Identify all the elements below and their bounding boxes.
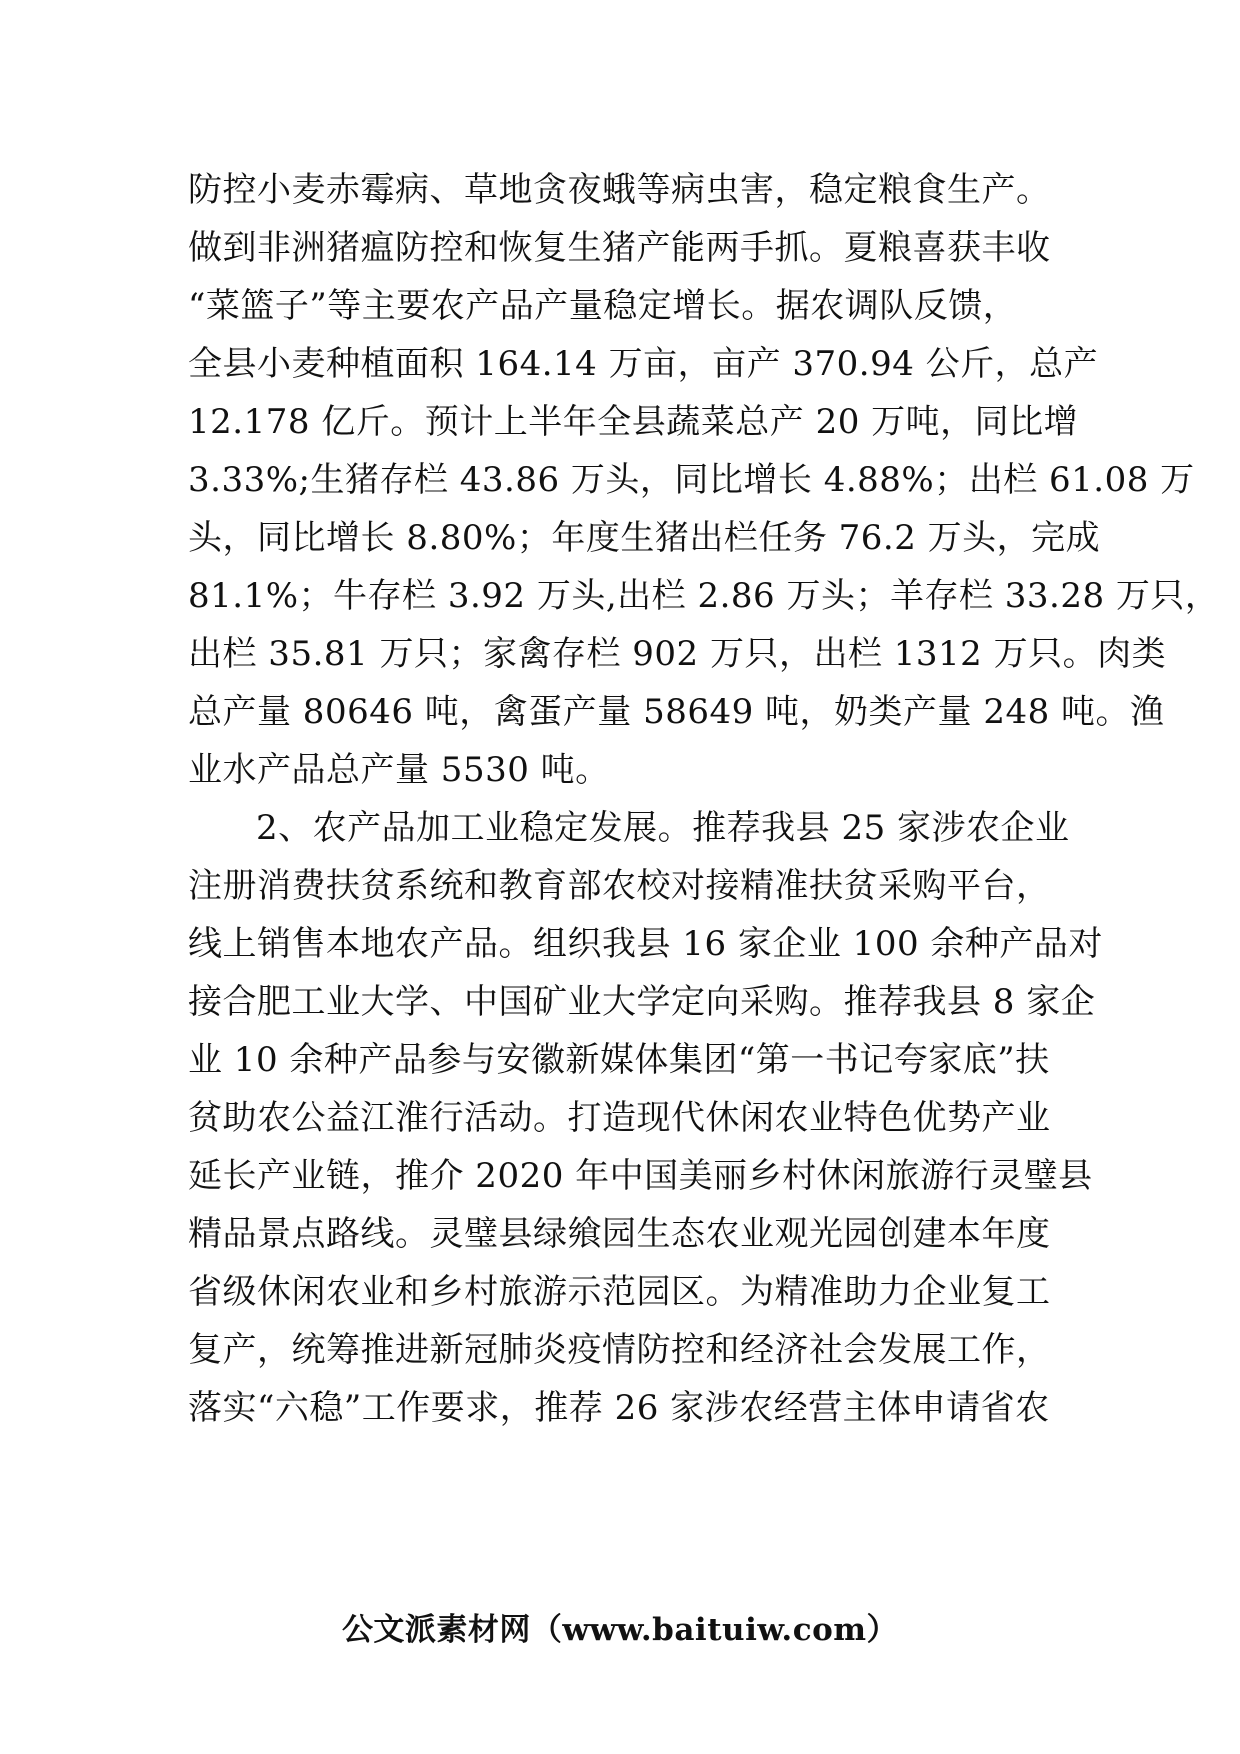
paragraph-line: 出栏 35.81 万只；家禽存栏 902 万只，出栏 1312 万只。肉类	[188, 634, 1167, 674]
paragraph-line: 做到非洲猪瘟防控和恢复生猪产能两手抓。夏粮喜获丰收	[188, 228, 1051, 268]
footer-watermark: 公文派素材网（www.baituiw.com）	[341, 1612, 899, 1648]
paragraph-line: 81.1%；牛存栏 3.92 万头,出栏 2.86 万头；羊存栏 33.28 万只，	[188, 576, 1220, 616]
paragraph-line: 复产，统筹推进新冠肺炎疫情防控和经济社会发展工作，	[188, 1330, 1051, 1370]
paragraph-line: 业 10 余种产品参与安徽新媒体集团“第一书记夸家底”扶	[188, 1040, 1050, 1080]
paragraph-line: 头，同比增长 8.80%；年度生猪出栏任务 76.2 万头，完成	[188, 518, 1101, 558]
paragraph-line: 线上销售本地农产品。组织我县 16 家企业 100 余种产品对	[188, 924, 1103, 964]
paragraph-line: 12.178 亿斤。预计上半年全县蔬菜总产 20 万吨，同比增	[188, 402, 1079, 442]
paragraph-line: 贫助农公益江淮行活动。打造现代休闲农业特色优势产业	[188, 1098, 1051, 1138]
paragraph-line: 落实“六稳”工作要求，推荐 26 家涉农经营主体申请省农	[188, 1388, 1050, 1428]
paragraph-line: 全县小麦种植面积 164.14 万亩，亩产 370.94 公斤，总产	[188, 344, 1099, 384]
paragraph-line: 注册消费扶贫系统和教育部农校对接精准扶贫采购平台，	[188, 866, 1051, 906]
paragraph-line: 防控小麦赤霉病、草地贪夜蛾等病虫害，稳定粮食生产。	[188, 170, 1051, 210]
paragraph-line: 业水产品总产量 5530 吨。	[188, 750, 610, 790]
paragraph-heading-line: 2、农产品加工业稳定发展。推荐我县 25 家涉农企业	[256, 808, 1070, 848]
paragraph-line: 精品景点路线。灵璧县绿飨园生态农业观光园创建本年度	[188, 1214, 1051, 1254]
paragraph-line: 3.33%;生猪存栏 43.86 万头，同比增长 4.88%；出栏 61.08 万	[188, 460, 1195, 500]
paragraph-line: 省级休闲农业和乡村旅游示范园区。为精准助力企业复工	[188, 1272, 1051, 1312]
paragraph-line: “菜篮子”等主要农产品产量稳定增长。据农调队反馈，	[188, 286, 1018, 326]
paragraph-line: 延长产业链，推介 2020 年中国美丽乡村休闲旅游行灵璧县	[188, 1156, 1093, 1196]
paragraph-line: 接合肥工业大学、中国矿业大学定向采购。推荐我县 8 家企	[188, 982, 1096, 1022]
paragraph-line: 总产量 80646 吨，禽蛋产量 58649 吨，奶类产量 248 吨。渔	[188, 692, 1165, 732]
